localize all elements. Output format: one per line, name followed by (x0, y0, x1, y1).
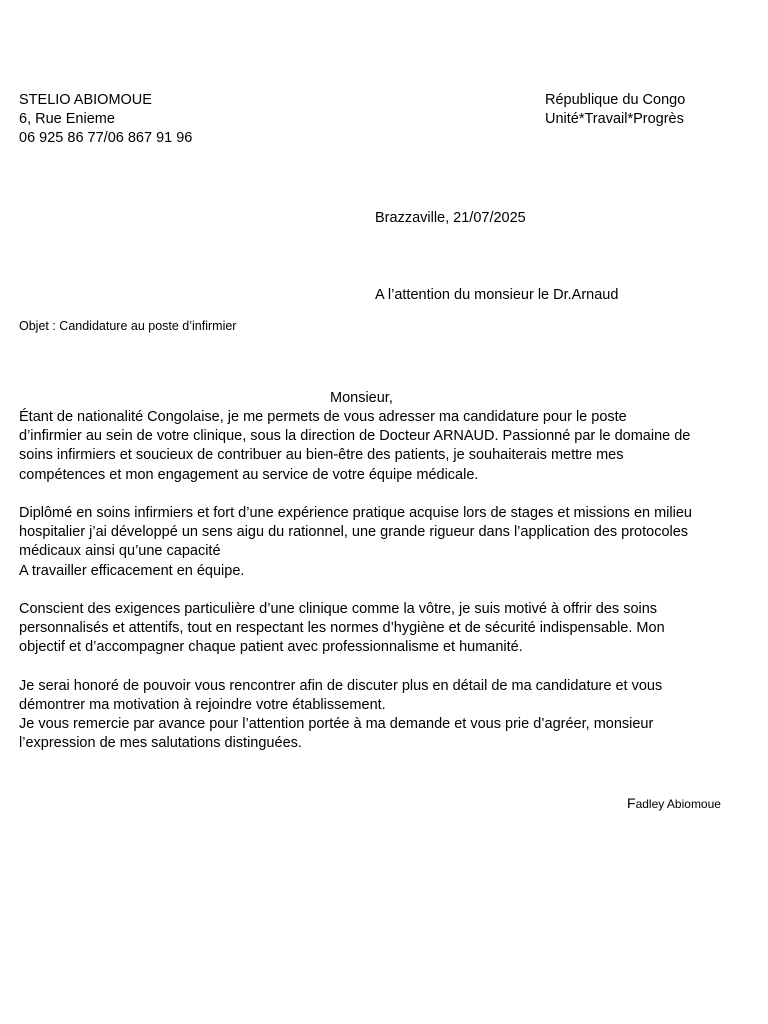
body-line: objectif et d’accompagner chaque patient avec professionnalisme et humanité. (19, 639, 523, 656)
body-line: démontrer ma motivation à rejoindre votre établissement. (19, 697, 386, 713)
signature-initial: F (627, 795, 636, 811)
salutation: Monsieur, (330, 390, 393, 406)
letter-body (19, 408, 759, 773)
body-line: personnalisés et attentifs, tout en respectant les normes d’hygiène et de sécurité indispensable. Mon (19, 620, 665, 637)
body-paragraph (19, 504, 759, 581)
sender-phone: 06 925 86 77/06 867 91 96 (19, 130, 193, 146)
body-line: compétences et mon engagement au service de votre équipe médicale. (19, 466, 479, 483)
country-motto: Unité*Travail*Progrès (545, 111, 684, 127)
country-block (545, 91, 685, 129)
body-line: Diplômé en soins infirmiers et fort d’une expérience pratique acquise lors de stages et missions en milieu (19, 505, 692, 521)
body-line: hospitalier j’ai développé un sens aigu du rationnel, une grande rigueur dans l’application des protocoles (19, 524, 689, 541)
subject-line: Objet : Candidature au poste d’infirmier (19, 319, 237, 333)
sender-block (19, 91, 192, 148)
country-name: République du Congo (545, 92, 686, 108)
body-line: Je vous remercie par avance pour l’attention portée à ma demande et vous prie d’agréer, monsieur (19, 716, 654, 733)
body-paragraph (19, 600, 759, 658)
body-line: soins infirmiers et soucieux de contribuer au bien-être des patients, je souhaiterais mettre mes (19, 447, 624, 464)
attention-line: A l’attention du monsieur le Dr.Arnaud (375, 287, 619, 303)
sender-address: 6, Rue Enieme (19, 111, 115, 127)
body-line: Conscient des exigences particulière d’une clinique comme la vôtre, je suis motivé à offrir des soins (19, 601, 658, 617)
body-line: A travailler efficacement en équipe. (19, 562, 245, 579)
sender-name: STELIO ABIOMOUE (19, 92, 152, 108)
body-line: l’expression de mes salutations distinguées. (19, 735, 302, 752)
body-paragraph (19, 408, 759, 485)
date-line: Brazzaville, 21/07/2025 (375, 210, 526, 226)
body-line: Je serai honoré de pouvoir vous rencontrer afin de discuter plus en détail de ma candidature et vous (19, 677, 663, 694)
body-line: Étant de nationalité Congolaise, je me permets de vous adresser ma candidature pour le poste (19, 409, 627, 425)
body-line: d’infirmier au sein de votre clinique, sous la direction de Docteur ARNAUD. Passionné par le domaine de (19, 428, 691, 445)
signature-rest: adley Abiomoue (635, 797, 721, 811)
body-paragraph (19, 677, 759, 754)
body-line: médicaux ainsi qu’une capacité (19, 543, 221, 560)
signature (627, 795, 721, 811)
